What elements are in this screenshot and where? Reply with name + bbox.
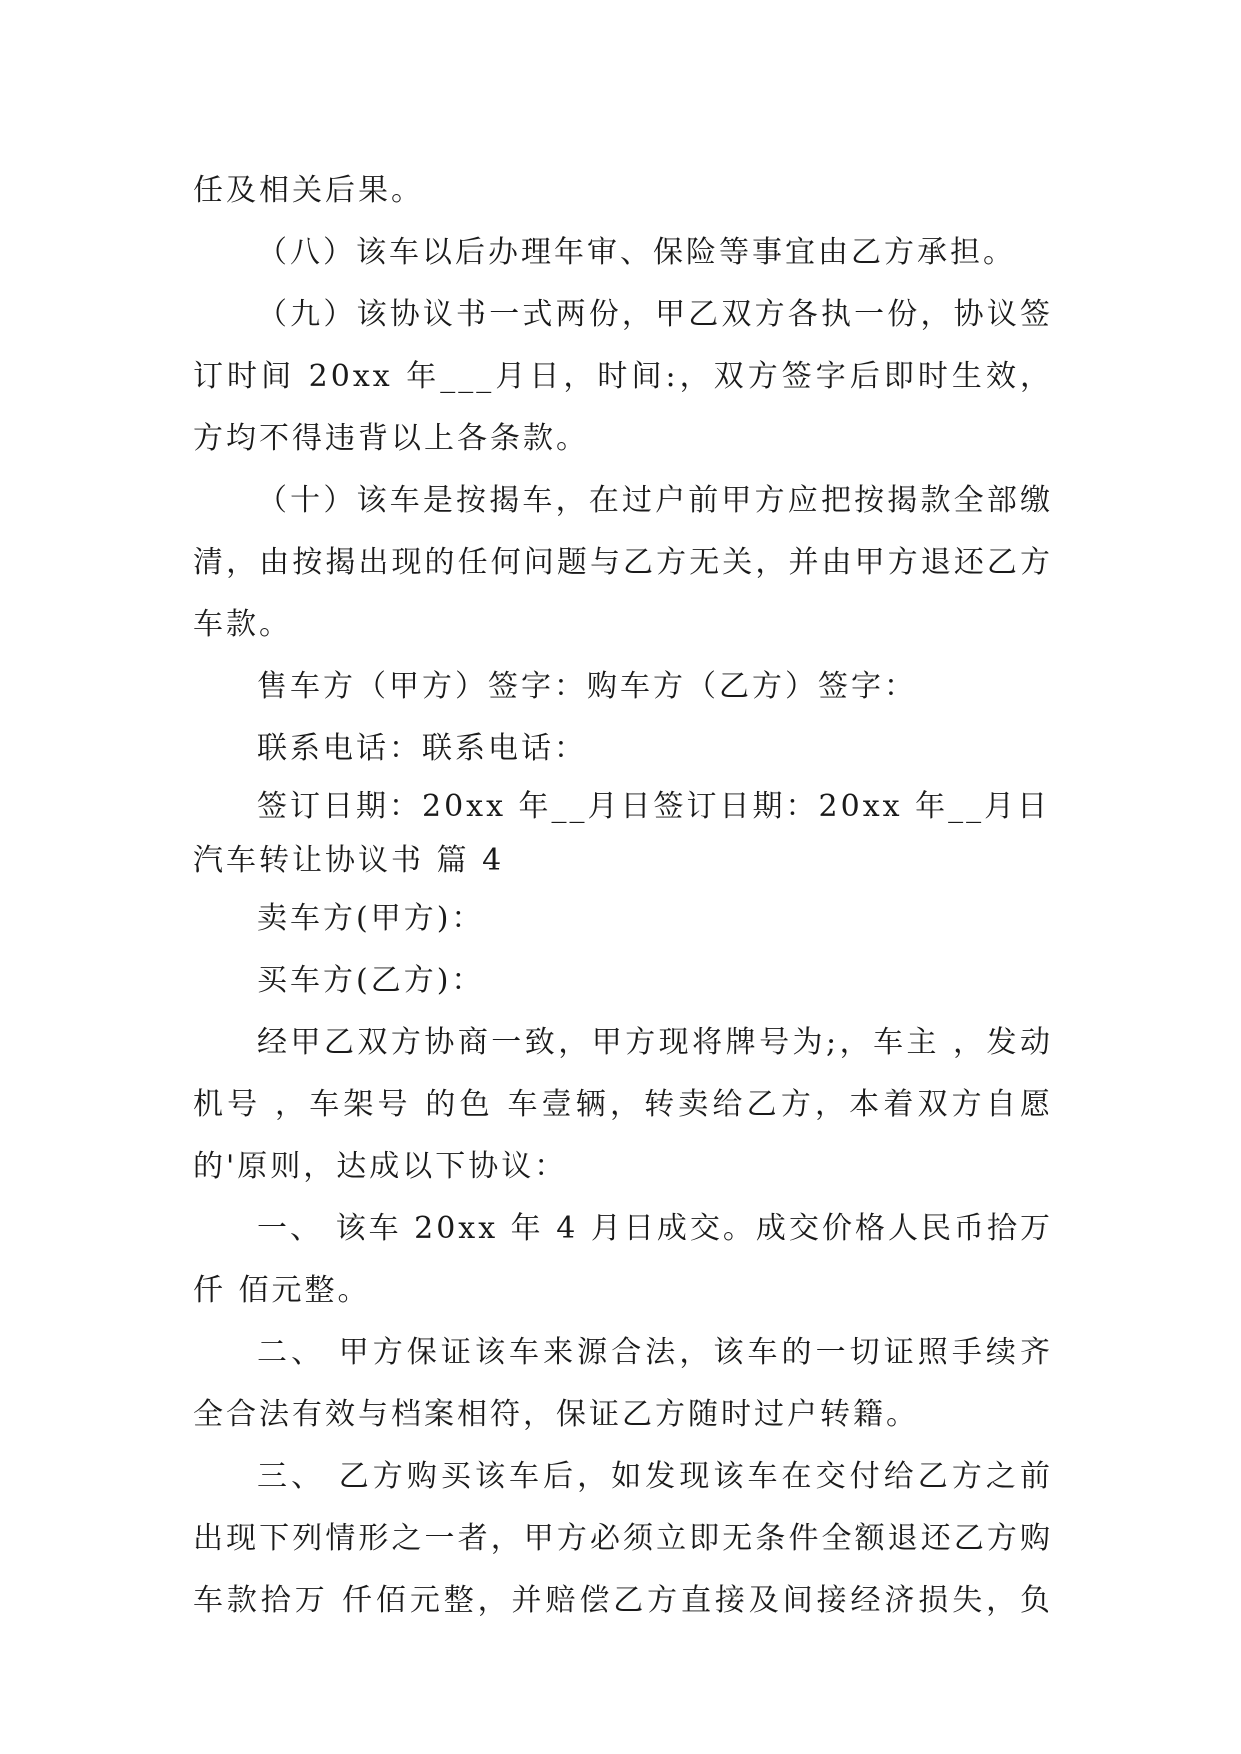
buyer-line: 买车方(乙方)： bbox=[257, 963, 485, 998]
date-line: 签订日期：20xx 年__月日签订日期：20xx 年__月日 bbox=[257, 789, 1051, 824]
clause-10-line-3: 车款。 bbox=[193, 607, 292, 642]
article-2-line-2: 全合法有效与档案相符，保证乙方随时过户转籍。 bbox=[193, 1397, 919, 1432]
clause-10-line-1: （十）该车是按揭车，在过户前甲方应把按揭款全部缴 bbox=[257, 483, 1053, 518]
paragraph-line: 任及相关后果。 bbox=[193, 173, 424, 208]
article-2-line-1: 二、 甲方保证该车来源合法，该车的一切证照手续齐 bbox=[257, 1335, 1053, 1370]
clause-9-line-1: （九）该协议书一式两份，甲乙双方各执一份，协议签 bbox=[257, 297, 1053, 332]
article-3-line-1: 三、 乙方购买该车后，如发现该车在交付给乙方之前 bbox=[257, 1459, 1053, 1494]
clause-8: （八）该车以后办理年审、保险等事宜由乙方承担。 bbox=[257, 235, 1016, 270]
article-1-line-1: 一、 该车 20xx 年 4 月日成交。成交价格人民币拾万 bbox=[257, 1211, 1053, 1246]
intro-line-2: 机号 ，车架号 的色 车壹辆，转卖给乙方，本着双方自愿 bbox=[193, 1087, 1053, 1122]
seller-line: 卖车方(甲方)： bbox=[257, 901, 485, 936]
signature-line: 售车方（甲方）签字：购车方（乙方）签字： bbox=[257, 669, 917, 704]
section-heading: 汽车转让协议书 篇 4 bbox=[193, 843, 505, 878]
article-3-line-2: 出现下列情形之一者，甲方必须立即无条件全额退还乙方购 bbox=[193, 1521, 1053, 1556]
article-3-line-3: 车款拾万 仟佰元整，并赔偿乙方直接及间接经济损失，负 bbox=[193, 1583, 1053, 1618]
clause-10-line-2: 清，由按揭出现的任何问题与乙方无关，并由甲方退还乙方 bbox=[193, 545, 1053, 580]
article-1-line-2: 仟 佰元整。 bbox=[193, 1273, 371, 1308]
document-body bbox=[193, 160, 1053, 1632]
intro-line-3: 的'原则，达成以下协议： bbox=[193, 1149, 568, 1184]
clause-9-line-3: 方均不得违背以上各条款。 bbox=[193, 421, 589, 456]
clause-9-line-2: 订时间 20xx 年___月日，时间:，双方签字后即时生效， bbox=[193, 359, 1053, 394]
phone-line: 联系电话：联系电话： bbox=[257, 731, 587, 766]
intro-line-1: 经甲乙双方协商一致，甲方现将牌号为;，车主 ，发动 bbox=[257, 1025, 1053, 1060]
